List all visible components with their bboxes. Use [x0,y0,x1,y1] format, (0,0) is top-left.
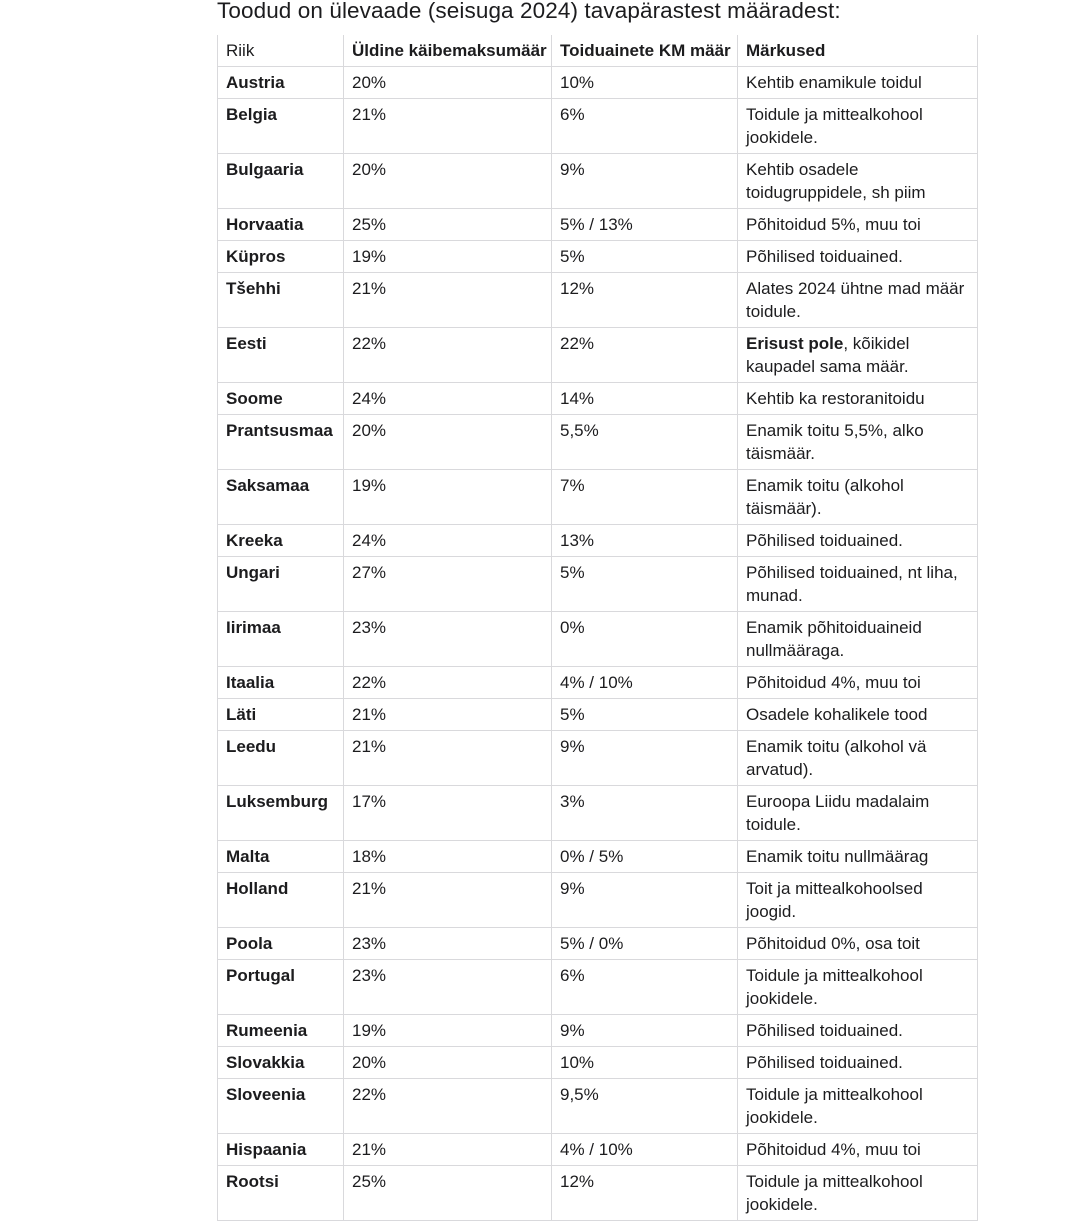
cell-food-rate: 5% / 0% [552,928,738,960]
cell-food-rate: 7% [552,470,738,525]
table-row [218,328,978,383]
cell-general-rate: 23% [344,960,552,1015]
cell-notes: Põhitoidud 4%, muu toi [738,1134,978,1166]
table-row [218,1166,978,1221]
cell-food-rate: 5% [552,557,738,612]
header-notes: Märkused [738,35,978,67]
vat-rates-table [217,35,978,1221]
cell-food-rate: 6% [552,99,738,154]
cell-notes: Osadele kohalikele tood [738,699,978,731]
cell-notes: Toit ja mittealkohoolsed joogid. [738,873,978,928]
cell-country: Horvaatia [218,209,344,241]
cell-food-rate: 9% [552,154,738,209]
cell-country: Küpros [218,241,344,273]
cell-notes: Põhilised toiduained, nt liha, munad. [738,557,978,612]
header-food-rate: Toiduainete KM määr [552,35,738,67]
cell-general-rate: 20% [344,154,552,209]
cell-country: Holland [218,873,344,928]
cell-country: Saksamaa [218,470,344,525]
table-row [218,383,978,415]
table-row [218,699,978,731]
cell-notes [738,328,978,383]
cell-country: Soome [218,383,344,415]
cell-general-rate: 23% [344,612,552,667]
cell-general-rate: 19% [344,470,552,525]
table-row [218,209,978,241]
cell-food-rate: 9% [552,731,738,786]
cell-notes: Põhilised toiduained. [738,1015,978,1047]
table-row [218,241,978,273]
cell-general-rate: 21% [344,731,552,786]
cell-country: Bulgaaria [218,154,344,209]
cell-notes: Enamik toitu nullmäärag [738,841,978,873]
cell-food-rate: 12% [552,273,738,328]
table-row [218,273,978,328]
table-row [218,415,978,470]
cell-notes: Enamik toitu 5,5%, alko täismäär. [738,415,978,470]
cell-country: Slovakkia [218,1047,344,1079]
cell-notes: Põhilised toiduained. [738,525,978,557]
vat-table-container [217,35,965,1214]
cell-general-rate: 24% [344,525,552,557]
cell-food-rate: 4% / 10% [552,1134,738,1166]
cell-notes: Euroopa Liidu madalaim toidule. [738,786,978,841]
note-emphasis: Erisust pole [746,334,844,353]
cell-general-rate: 21% [344,99,552,154]
table-body [218,67,978,1221]
cell-country: Itaalia [218,667,344,699]
table-row [218,99,978,154]
cell-notes: Kehtib enamikule toidul [738,67,978,99]
header-general-rate: Üldine käibemaksumäär [344,35,552,67]
table-row [218,960,978,1015]
cell-general-rate: 25% [344,1166,552,1221]
cell-general-rate: 18% [344,841,552,873]
cell-food-rate: 14% [552,383,738,415]
cell-notes: Toidule ja mittealkohool jookidele. [738,960,978,1015]
table-row [218,525,978,557]
cell-food-rate: 10% [552,67,738,99]
table-row [218,873,978,928]
cell-country: Malta [218,841,344,873]
cell-notes: Põhilised toiduained. [738,241,978,273]
cell-food-rate: 0% [552,612,738,667]
table-row [218,731,978,786]
cell-general-rate: 19% [344,241,552,273]
cell-country: Leedu [218,731,344,786]
table-row [218,667,978,699]
table-row [218,470,978,525]
cell-notes: Enamik toitu (alkohol vä arvatud). [738,731,978,786]
cell-country: Läti [218,699,344,731]
cell-general-rate: 21% [344,873,552,928]
cell-notes: Põhitoidud 0%, osa toit [738,928,978,960]
cell-country: Sloveenia [218,1079,344,1134]
cell-notes: Alates 2024 ühtne mad määr toidule. [738,273,978,328]
cell-notes: Põhilised toiduained. [738,1047,978,1079]
table-header [218,35,978,67]
cell-food-rate: 9% [552,1015,738,1047]
table-row [218,1134,978,1166]
cell-food-rate: 5% [552,241,738,273]
cell-notes: Toidule ja mittealkohool jookidele. [738,1166,978,1221]
cell-country: Luksemburg [218,786,344,841]
note-text: , kõikidel kaupadel sama määr. [746,334,910,376]
cell-food-rate: 4% / 10% [552,667,738,699]
table-row [218,928,978,960]
cell-food-rate: 13% [552,525,738,557]
cell-country: Kreeka [218,525,344,557]
cell-food-rate: 5,5% [552,415,738,470]
cell-country: Portugal [218,960,344,1015]
cell-country: Rootsi [218,1166,344,1221]
cell-country: Tšehhi [218,273,344,328]
cell-general-rate: 27% [344,557,552,612]
cell-country: Rumeenia [218,1015,344,1047]
table-row [218,154,978,209]
cell-country: Iirimaa [218,612,344,667]
table-row [218,841,978,873]
table-row [218,1047,978,1079]
cell-food-rate: 10% [552,1047,738,1079]
cell-notes: Enamik põhitoiduaineid nullmääraga. [738,612,978,667]
table-row [218,1015,978,1047]
cell-general-rate: 21% [344,1134,552,1166]
cell-general-rate: 21% [344,699,552,731]
cell-general-rate: 22% [344,328,552,383]
cell-notes: Enamik toitu (alkohol täismäär). [738,470,978,525]
cell-country: Austria [218,67,344,99]
cell-notes: Toidule ja mittealkohool jookidele. [738,1079,978,1134]
cell-country: Prantsusmaa [218,415,344,470]
cell-general-rate: 22% [344,1079,552,1134]
cell-notes: Kehtib ka restoranitoidu [738,383,978,415]
cell-country: Poola [218,928,344,960]
cell-food-rate: 5% / 13% [552,209,738,241]
cell-food-rate: 3% [552,786,738,841]
header-row [218,35,978,67]
table-row [218,557,978,612]
cell-general-rate: 22% [344,667,552,699]
cell-general-rate: 25% [344,209,552,241]
cell-general-rate: 24% [344,383,552,415]
cell-notes: Põhitoidud 4%, muu toi [738,667,978,699]
cell-food-rate: 12% [552,1166,738,1221]
cell-country: Ungari [218,557,344,612]
cell-notes: Kehtib osadele toidugruppidele, sh piim [738,154,978,209]
cell-food-rate: 22% [552,328,738,383]
cell-general-rate: 20% [344,415,552,470]
cell-general-rate: 20% [344,1047,552,1079]
table-row [218,786,978,841]
cell-food-rate: 9,5% [552,1079,738,1134]
cell-general-rate: 19% [344,1015,552,1047]
header-country: Riik [218,35,344,67]
table-row [218,612,978,667]
cell-general-rate: 17% [344,786,552,841]
cell-food-rate: 9% [552,873,738,928]
table-row [218,67,978,99]
cell-food-rate: 6% [552,960,738,1015]
cell-general-rate: 20% [344,67,552,99]
cell-food-rate: 0% / 5% [552,841,738,873]
cell-country: Belgia [218,99,344,154]
cell-notes: Põhitoidud 5%, muu toi [738,209,978,241]
cell-general-rate: 21% [344,273,552,328]
cell-country: Eesti [218,328,344,383]
cell-food-rate: 5% [552,699,738,731]
intro-text: Toodud on ülevaade (seisuga 2024) tavapärastest määradest: [217,0,841,23]
cell-notes: Toidule ja mittealkohool jookidele. [738,99,978,154]
cell-general-rate: 23% [344,928,552,960]
table-row [218,1079,978,1134]
cell-country: Hispaania [218,1134,344,1166]
